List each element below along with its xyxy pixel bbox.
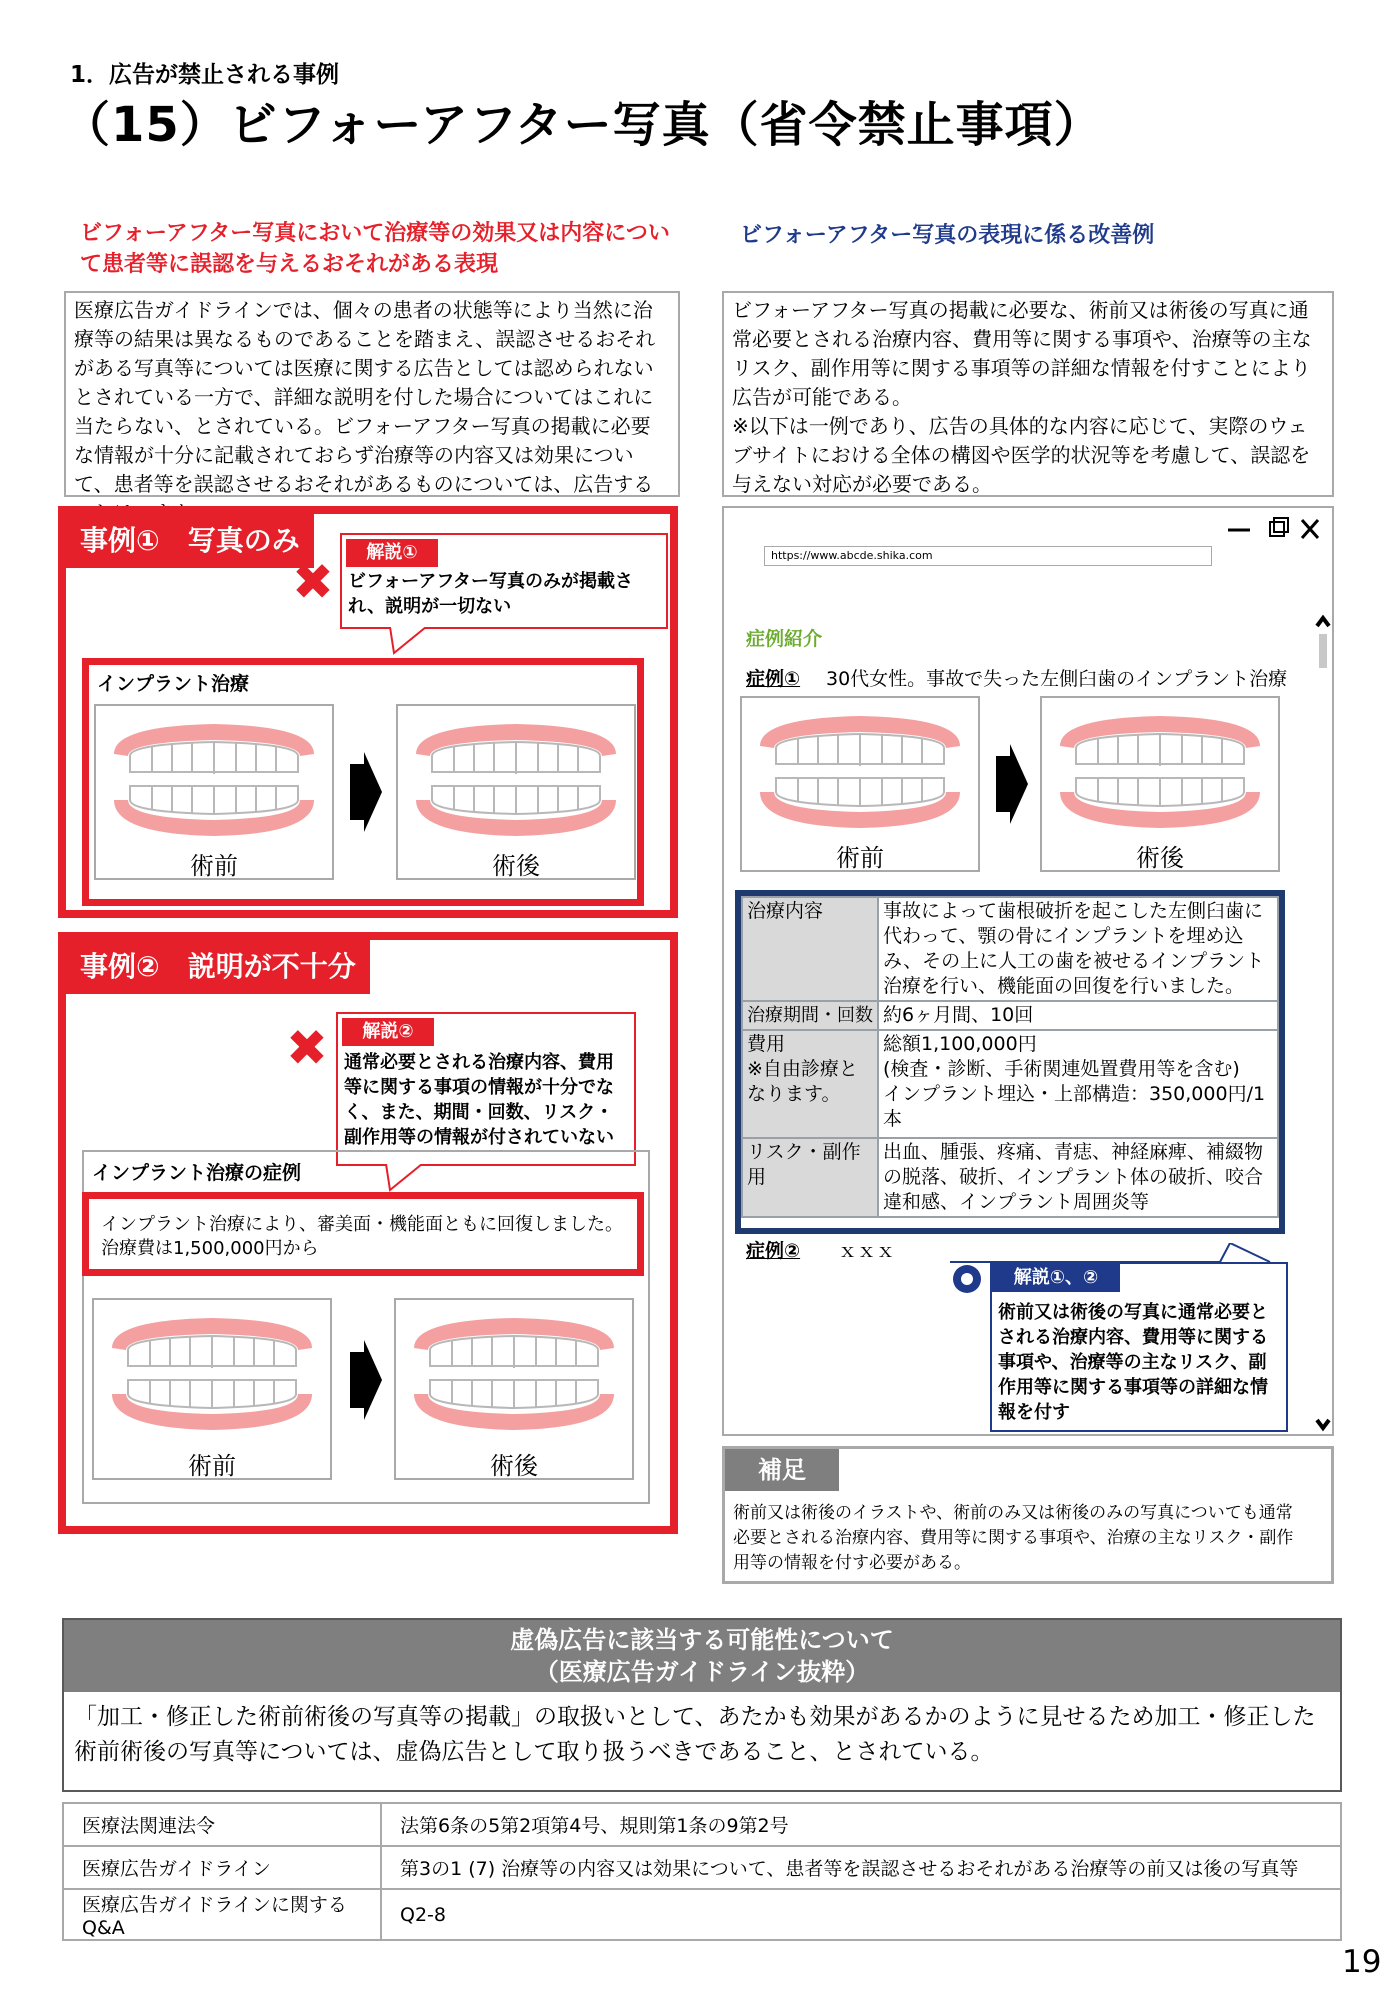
left-heading: ビフォーアフター写真において治療等の効果又は内容について患者等に誤認を与えるおそれがある表現 xyxy=(80,221,670,277)
case1-link[interactable]: 症例① xyxy=(746,668,801,690)
table-row xyxy=(63,1846,1341,1889)
case2-link[interactable]: 症例② xyxy=(746,1240,801,1262)
scroll-down-icon xyxy=(1317,1420,1329,1428)
improvement-commentary-text: 術前又は術後の写真に通常必要とされる治療内容、費用等に関する事項や、治療等の主なリスク、副作用等に関する事項等の詳細な情報を付す xyxy=(998,1302,1268,1423)
case2-commentary-tag: 解説② xyxy=(342,1018,434,1046)
cross-icon: ✖ xyxy=(286,1019,328,1077)
page-number: 19 xyxy=(1342,1944,1382,1980)
table-row xyxy=(742,1001,1278,1030)
case2-subhead: インプラント治療の症例 xyxy=(92,1162,302,1184)
teeth-illustration xyxy=(1050,706,1270,836)
table-value: 約6ヶ月間、10回 xyxy=(878,1001,1278,1030)
case1-subhead: インプラント治療 xyxy=(97,673,250,695)
section-title: 症例紹介 xyxy=(746,628,823,650)
table-row xyxy=(63,1803,1341,1846)
teeth-illustration xyxy=(750,706,970,836)
arrow-right-icon xyxy=(996,744,1028,824)
after-label: 術後 xyxy=(490,1452,538,1480)
close-icon[interactable] xyxy=(1302,520,1318,538)
case-info-frame xyxy=(735,890,1285,1234)
table-row xyxy=(742,1030,1278,1138)
case1-commentary-text: ビフォーアフター写真のみが掲載され、説明が一切ない xyxy=(348,571,633,617)
table-row xyxy=(63,1889,1341,1940)
reference-label: 医療法関連法令 xyxy=(63,1803,381,1846)
after-photo xyxy=(394,1298,634,1480)
teeth-illustration xyxy=(104,714,324,844)
reference-value: Q2-8 xyxy=(381,1889,1341,1940)
case2-commentary-text: 通常必要とされる治療内容、費用等に関する事項の情報が十分でなく、また、期間・回数、リスク・副作用等の情報が付されていない xyxy=(344,1052,614,1148)
page-title: （15）ビフォーアフター写真（省令禁止事項） xyxy=(62,97,1103,153)
arrow-right-icon xyxy=(350,752,382,832)
table-label: 治療内容 xyxy=(742,897,878,1001)
table-label: 治療期間・回数 xyxy=(742,1001,878,1030)
table-row xyxy=(742,1138,1278,1217)
after-photo xyxy=(396,704,636,880)
case1-commentary-tag: 解説① xyxy=(346,539,438,567)
reference-label: 医療広告ガイドライン xyxy=(63,1846,381,1889)
table-value: 出血、腫張、疼痛、青痣、神経麻痺、補綴物の脱落、破折、インプラント体の破折、咬合違和感、インプラント周囲炎等 xyxy=(878,1138,1278,1217)
supplement-box xyxy=(722,1446,1334,1584)
case1-label: 事例① 写真のみ xyxy=(66,514,314,568)
before-photo xyxy=(740,696,980,872)
case2-note-box xyxy=(82,1192,644,1276)
scroll-up-icon xyxy=(1317,618,1329,626)
false-ad-title xyxy=(64,1620,1340,1692)
case2-commentary xyxy=(336,1012,636,1166)
before-photo xyxy=(92,1298,332,1480)
arrow-right-icon xyxy=(350,1340,382,1420)
window-controls xyxy=(1226,514,1326,544)
teeth-illustration xyxy=(404,1308,624,1438)
case1-description: 30代女性。事故で失った左側臼歯のインプラント治療 xyxy=(826,668,1288,690)
before-label: 術前 xyxy=(188,1452,236,1480)
teeth-illustration xyxy=(102,1308,322,1438)
improvement-commentary-tag: 解説①、② xyxy=(992,1264,1120,1292)
right-heading: ビフォーアフター写真の表現に係る改善例 xyxy=(740,223,1155,248)
before-label: 術前 xyxy=(190,852,238,880)
false-ad-title-line1: 虚偽広告に該当する可能性について xyxy=(510,1626,894,1654)
after-photo xyxy=(1040,696,1280,872)
before-photo xyxy=(94,704,334,880)
teeth-illustration xyxy=(406,714,626,844)
supplement-text: 術前又は術後のイラストや、術前のみ又は術後のみの写真についても通常必要とされる治療内容、費用等に関する事項や、治療の主なリスク・副作用等の情報を付す必要がある。 xyxy=(733,1503,1294,1573)
false-ad-box xyxy=(62,1618,1342,1792)
reference-label: 医療広告ガイドラインに関するQ&A xyxy=(63,1889,381,1940)
scrollbar[interactable] xyxy=(1314,612,1332,1438)
case1-commentary xyxy=(340,533,668,629)
left-description: 医療広告ガイドラインでは、個々の患者の状態等により当然に治療等の結果は異なるものであることを踏まえ、誤認させるおそれがある写真等については医療に関する広告としては認められないとされている一方で、詳細な説明を付した場合についてはこれに当たらない、とされている。ビフォーアフター写真の掲載に必要な情報が十分に記載されておらず治療等の内容又は効果について、患者等を誤認させるおそれがあるものについては、広告する xyxy=(64,291,680,497)
bullet-icon xyxy=(950,1262,984,1296)
table-label: 費用 ※自由診療となります。 xyxy=(742,1030,878,1138)
case2-description: ｘｘｘ xyxy=(838,1240,896,1262)
after-label: 術後 xyxy=(1136,844,1184,872)
table-row xyxy=(742,897,1278,1001)
case2-label: 事例② 説明が不十分 xyxy=(66,940,370,994)
reference-value: 第3の1 (7) 治療等の内容又は効果について、患者等を誤認させるおそれがある治療等の前又は後の写真等 xyxy=(381,1846,1341,1889)
reference-value: 法第6条の5第2項第4号、規則第1条の9第2号 xyxy=(381,1803,1341,1846)
bubble-tail xyxy=(950,1243,1290,1263)
false-ad-body: 「加工・修正した術前術後の写真等の掲載」の取扱いとして、あたかも効果があるかのように見せるため加工・修正した術前術後の写真等については、虚偽広告として取り扱うべきであること、とされている。 xyxy=(74,1704,1316,1765)
references-table xyxy=(62,1802,1342,1941)
improvement-commentary xyxy=(990,1262,1288,1432)
table-label: リスク・副作用 xyxy=(742,1138,878,1217)
false-ad-title-line2: （医療広告ガイドライン抜粋） xyxy=(534,1658,870,1686)
case2-note-line1: インプラント治療により、審美面・機能面ともに回復しました。 xyxy=(101,1214,623,1235)
table-value: 事故によって歯根破折を起こした左側臼歯に代わって、顎の骨にインプラントを埋め込み、その上に人工の歯を被せるインプラント治療を行い、機能面の回復を行いました。 xyxy=(878,897,1278,1001)
maximize-icon[interactable] xyxy=(1270,522,1284,536)
url-bar[interactable]: https://www.abcde.shika.com xyxy=(764,546,1212,566)
cross-icon: ✖ xyxy=(292,553,334,611)
supplement-tag: 補足 xyxy=(725,1449,839,1491)
right-description: ビフォーアフター写真の掲載に必要な、術前又は術後の写真に通常必要とされる治療内容、費用等に関する事項や、治療等の主なリスク、副作用等に関する事項等の詳細な情報を付すことにより広告が可能である。 ※以下は一例であり、広告の具体的な内容に応じて、実際のウェブサイトにおける全体の構図や医学的状況等を考慮して、誤認を与えない対応が必要である。 xyxy=(722,291,1334,497)
after-label: 術後 xyxy=(492,852,540,880)
section-number: 1．広告が禁止される事例 xyxy=(70,62,340,88)
before-label: 術前 xyxy=(836,844,884,872)
case2-note-line2: 治療費は1,500,000円から xyxy=(101,1238,319,1259)
bubble-tail xyxy=(380,627,440,657)
table-value: 総額1,100,000円 (検査・診断、手術関連処置費用等を含む) インプラント埋込・上部構造：350,000円/1本 xyxy=(878,1030,1278,1138)
